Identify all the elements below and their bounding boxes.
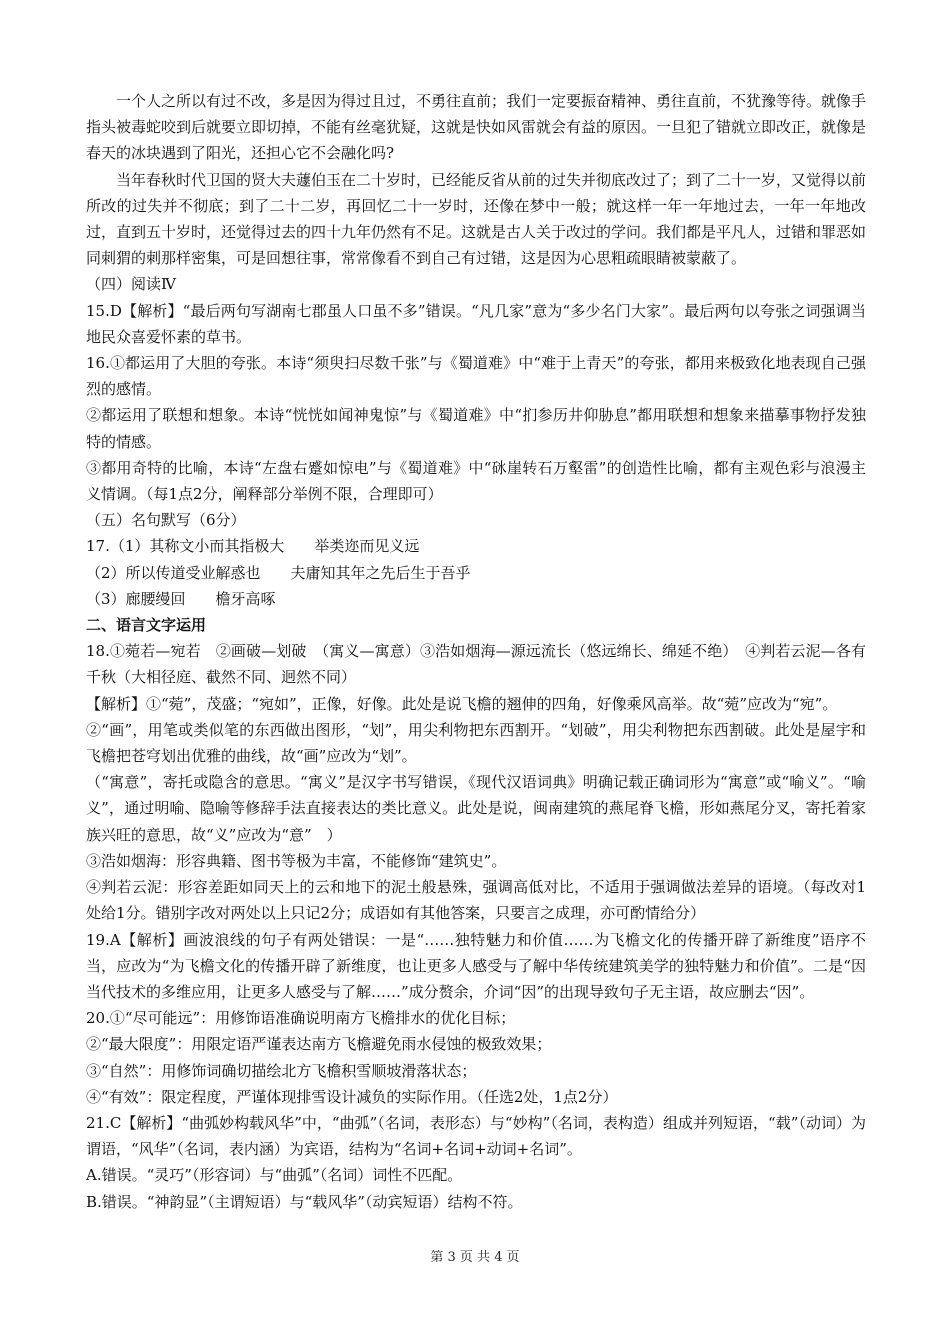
answer-16-point-1: 16.①都运用了大胆的夸张。本诗“须臾扫尽数千张”与《蜀道难》中“难于上青天”的夸张，都用来极致化地表现自己强烈的感情。 <box>86 354 866 399</box>
paragraph-1: 一个人之所以有过不改，多是因为得过且过，不勇往直前；我们一定要振奋精神、勇往直前，不犹豫等待。就像手指头被毒蛇咬到后就要立即切掉，不能有丝毫犹疑，这就是快如风雷就会有益的原因。一旦犯了错就立即改正，就像是春天的冰块遇到了阳光，还担心它不会融化吗? <box>86 92 867 163</box>
answer-20-4: ④“有效”：限定程度，严谨体现排雪设计减负的实际作用。（任选2处，1点2分） <box>86 1087 618 1106</box>
page-number-footer: 第 3 页 共 4 页 <box>430 1250 520 1265</box>
answer-15: 15.D【解析】“最后两句写湖南七郡虽人口虽不多”错误。“凡几家”意为“多少名门大家”。最后两句以夸张之词强调当地民众喜爱怀素的草书。 <box>86 301 866 346</box>
answer-18-analysis-3: ③浩如烟海：形容典籍、图书等极为丰富，不能修饰“建筑史”。 <box>86 851 507 870</box>
answer-17-1: 17.（1）其称文小而其指极大 举类迩而见义远 <box>86 537 420 556</box>
answer-20-2: ②“最大限度”：用限定语严谨表达南方飞檐避免雨水侵蚀的极致效果； <box>86 1035 552 1054</box>
answer-21-option-b: B.错误。“神韵显”（主谓短语）与“载风华”（动宾短语）结构不符。 <box>86 1192 523 1211</box>
answer-18-analysis-2: ②“画”，用笔或类似笔的东西做出图形，“划”，用尖利物把东西割开。“划破”，用尖利物把东西割破。此处是屋宇和飞檐把苍穹划出优雅的曲线，故“画”应改为“划”。 <box>86 720 866 766</box>
answer-18: 18.①菀若—宛若 ②画破—划破 （寓义—寓意）③浩如烟海—源远流长（悠远绵长、绵延不绝） ④判若云泥—各有千秋（大相径庭、截然不同、迥然不同） <box>86 642 866 687</box>
answer-21: 21.C【解析】“曲弧妙构载风华”中，“曲弧”（名词，表形态）与“妙构”（名词，表构造）组成并列短语，“载”（动词）为谓语，“风华”（名词，表内涵）为宾语，结构为“名词+名词+动词+名词”。 <box>86 1113 866 1159</box>
section-heading-reading-4: （四）阅读Ⅳ <box>86 275 176 294</box>
answer-21-option-a: A.错误。“灵巧”（形容词）与“曲弧”（名词）词性不匹配。 <box>86 1166 463 1185</box>
section-heading-language-use: 二、语言文字运用 <box>86 616 207 635</box>
answer-16-point-3: ③都用奇特的比喻，本诗“左盘右蹙如惊电”与《蜀道难》中“砯崖转石万壑雷”的创造性比喻，都有主观色彩与浪漫主义情调。（每1点2分，阐释部分举例不限，合理即可） <box>86 458 866 504</box>
answer-18-analysis-note: （“寓意”，寄托或隐含的意思。“寓义”是汉字书写错误，《现代汉语词典》明确记载正确词形为“寓意”或“喻义”。“喻义”，通过明喻、隐喻等修辞手法直接表达的类比意义。此处是说，闽南建筑的燕尾脊飞檐，形如燕尾分叉，寄托着家族兴旺的意思，故“义”应改为“意” ） <box>86 773 866 844</box>
answer-18-analysis-4: ④判若云泥：形容差距如同天上的云和地下的泥土般悬殊，强调高低对比，不适用于强调做法差异的语境。（每改对1处给1分。错别字改对两处以上只记2分；成语如有其他答案，只要言之成理，亦可酌情给分） <box>86 878 866 923</box>
answer-17-2: （2）所以传道受业解惑也 夫庸知其年之先后生于吾乎 <box>86 563 471 582</box>
answer-18-analysis-1: 【解析】①“菀”，茂盛；“宛如”，正像，好像。此处是说飞檐的翘伸的四角，好像乘风高举。故“菀”应改为“宛”。 <box>86 694 838 713</box>
answer-20-3: ③“自然”：用修饰词确切描绘北方飞檐积雪顺坡滑落状态； <box>86 1061 477 1080</box>
answer-20-1: 20.①“尽可能远”：用修饰语准确说明南方飞檐排水的优化目标； <box>86 1009 516 1028</box>
answer-17-3: （3）廊腰缦回 檐牙高啄 <box>86 589 276 608</box>
section-heading-dictation: （五）名句默写（6分） <box>86 511 246 530</box>
page-content <box>86 88 866 1215</box>
paragraph-2: 当年春秋时代卫国的贤大夫蘧伯玉在二十岁时，已经能反省从前的过失并彻底改过了；到了二十一岁，又觉得以前所改的过失并不彻底；到了二十二岁，再回忆二十一岁时，还像在梦中一般；就这样一年一年地过去，一年一年地改过，直到五十岁时，还觉得过去的四十九年仍然有不足。这就是古人关于改过的学问。我们都是平凡人，过错和罪恶如同刺猬的刺那样密集，可是回想往事，常常像看不到自己有过错，这是因为心思粗疏眼睛被蒙蔽了。 <box>86 170 867 268</box>
answer-19: 19.A【解析】画波浪线的句子有两处错误：一是“……独特魅力和价值……为飞檐文化的传播开辟了新维度”语序不当，应改为“为飞檐文化的传播开辟了新维度，也让更多人感受与了解中华传统建筑美学的独特魅力和价值”。二是“因当代技术的多维应用，让更多人感受与了解……”成分赘余，介词“因”的出现导致句子无主语，故应删去“因”。 <box>86 930 866 1001</box>
answer-16-point-2: ②都运用了联想和想象。本诗“恍恍如闻神鬼惊”与《蜀道难》中“扪参历井仰胁息”都用联想和想象来描摹事物抒发独特的情感。 <box>86 406 866 451</box>
